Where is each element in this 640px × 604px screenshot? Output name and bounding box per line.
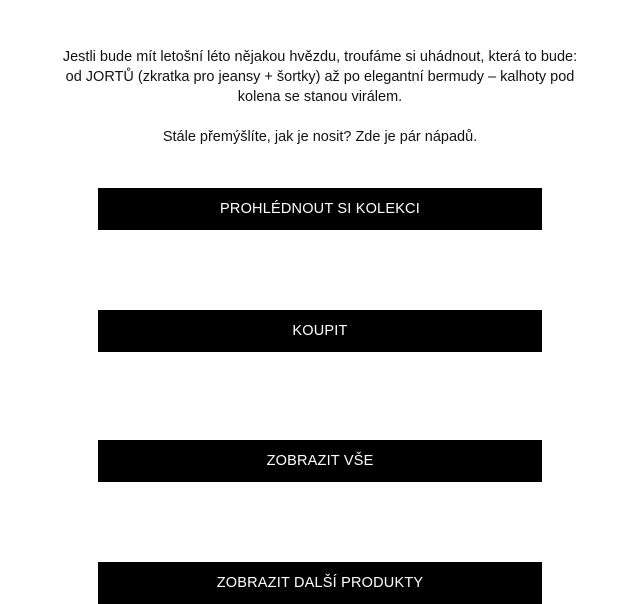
intro-paragraph: Jestli bude mít letošní léto nějakou hvězdu, troufáme si uhádnout, která to bude: od JORTŮ (zkratka pro jeansy + šortky) až po elegantní bermudy – kalhoty pod kolena se stanou virálem. — [62, 49, 578, 105]
browse-collection-button[interactable]: PROHLÉDNOUT SI KOLEKCI — [98, 188, 542, 230]
buy-button[interactable]: KOUPIT — [98, 310, 542, 352]
show-all-button[interactable]: ZOBRAZIT VŠE — [98, 440, 542, 482]
show-more-products-button[interactable]: ZOBRAZIT DALŠÍ PRODUKTY — [98, 562, 542, 604]
styling-question: Stále přemýšlíte, jak je nosit? Zde je pár nápadů. — [162, 129, 478, 145]
